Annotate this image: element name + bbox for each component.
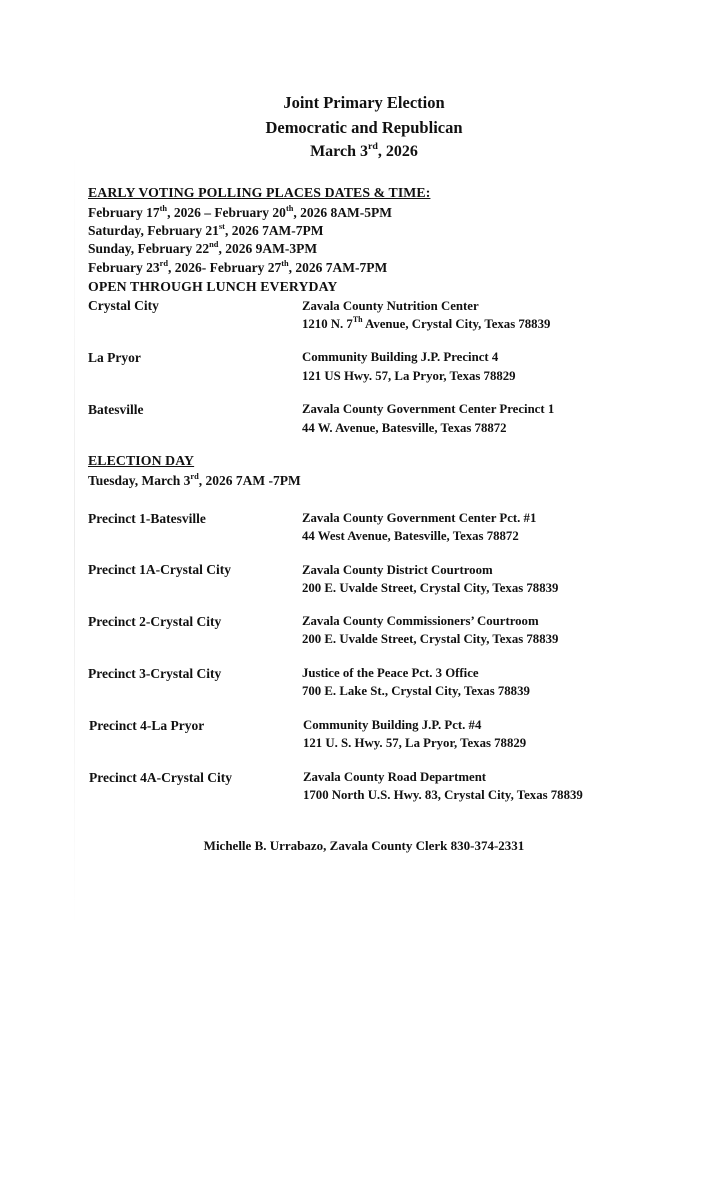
- early-location-place: Zavala County Government Center Precinct 1: [302, 402, 555, 416]
- title-line-2: Democratic and Republican: [265, 118, 463, 137]
- early-location-town: La Pryor: [88, 350, 141, 365]
- precinct-name: Precinct 1-Batesville: [88, 511, 206, 526]
- precinct-name: Precinct 1A-Crystal City: [88, 562, 231, 577]
- precinct-address: 700 E. Lake St., Crystal City, Texas 78839: [302, 684, 530, 698]
- early-location-town: Batesville: [88, 402, 144, 417]
- election-date: March 3rd, 2026: [310, 140, 418, 160]
- precinct-address: 200 E. Uvalde Street, Crystal City, Texas 78839: [302, 581, 559, 595]
- precinct-place: Justice of the Peace Pct. 3 Office: [302, 666, 479, 680]
- early-voting-date-4: February 23rd, 2026- February 27th, 2026 7AM-7PM: [88, 258, 388, 275]
- title-line-1: Joint Primary Election: [283, 93, 445, 112]
- precinct-address: 121 U. S. Hwy. 57, La Pryor, Texas 78829: [303, 736, 527, 750]
- scan-edge-shadow: [74, 150, 75, 930]
- early-location-place: Community Building J.P. Precinct 4: [302, 350, 499, 364]
- early-location-town: Crystal City: [88, 298, 159, 313]
- county-clerk-contact: Michelle B. Urrabazo, Zavala County Clerk 830-374-2331: [203, 838, 525, 853]
- precinct-address: 200 E. Uvalde Street, Crystal City, Texas 78839: [302, 632, 559, 646]
- early-location-address: 44 W. Avenue, Batesville, Texas 78872: [302, 421, 507, 435]
- early-voting-date-2: Saturday, February 21st, 2026 7AM-7PM: [88, 221, 324, 238]
- precinct-name: Precinct 4-La Pryor: [89, 718, 205, 733]
- election-day-heading: ELECTION DAY: [88, 453, 195, 468]
- early-voting-date-1: February 17th, 2026 – February 20th, 2026 8AM-5PM: [88, 203, 392, 220]
- early-location-address: 1210 N. 7Th Avenue, Crystal City, Texas 78839: [302, 314, 551, 331]
- precinct-place: Community Building J.P. Pct. #4: [303, 718, 482, 732]
- precinct-name: Precinct 2-Crystal City: [88, 614, 222, 629]
- precinct-place: Zavala County District Courtroom: [302, 563, 493, 577]
- precinct-address: 1700 North U.S. Hwy. 83, Crystal City, Texas 78839: [303, 788, 583, 802]
- early-location-address: 121 US Hwy. 57, La Pryor, Texas 78829: [302, 369, 516, 383]
- precinct-place: Zavala County Government Center Pct. #1: [302, 511, 537, 525]
- precinct-name: Precinct 3-Crystal City: [88, 666, 222, 681]
- precinct-address: 44 West Avenue, Batesville, Texas 78872: [302, 529, 519, 543]
- precinct-place: Zavala County Road Department: [303, 770, 487, 784]
- precinct-place: Zavala County Commissioners’ Courtroom: [302, 614, 539, 628]
- early-location-place: Zavala County Nutrition Center: [302, 299, 479, 313]
- precinct-name: Precinct 4A-Crystal City: [89, 770, 232, 785]
- early-voting-heading: EARLY VOTING POLLING PLACES DATES & TIME:: [88, 185, 431, 200]
- election-day-date: Tuesday, March 3rd, 2026 7AM -7PM: [88, 471, 301, 488]
- lunch-note: OPEN THROUGH LUNCH EVERYDAY: [88, 279, 338, 294]
- early-voting-date-3: Sunday, February 22nd, 2026 9AM-3PM: [88, 239, 318, 256]
